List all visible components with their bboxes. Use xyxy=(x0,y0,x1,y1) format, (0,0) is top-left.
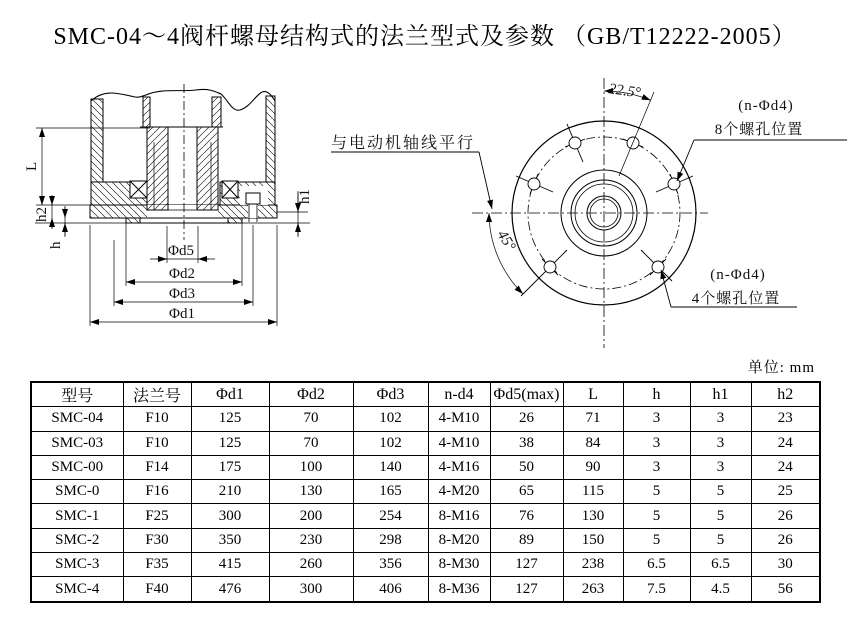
table-cell: 5 xyxy=(623,480,690,504)
axis-leader xyxy=(331,152,492,209)
column-header: n-d4 xyxy=(428,382,490,407)
table-cell: 130 xyxy=(269,480,353,504)
table-cell: 26 xyxy=(490,407,563,431)
table-cell: 50 xyxy=(490,455,563,479)
table-cell: F30 xyxy=(123,528,191,552)
table-cell: 71 xyxy=(563,407,623,431)
table-row xyxy=(31,553,820,577)
table-cell: 25 xyxy=(751,480,820,504)
angle-22-5-label: 22.5° xyxy=(607,81,642,102)
dim-label-d2: Φd2 xyxy=(169,266,195,282)
column-header: h xyxy=(623,382,690,407)
table-cell: 4-M10 xyxy=(428,407,490,431)
table-cell: SMC-0 xyxy=(31,480,123,504)
table-cell: 115 xyxy=(563,480,623,504)
table-cell: 125 xyxy=(191,407,269,431)
table-row xyxy=(31,577,820,602)
table-cell: F14 xyxy=(123,455,191,479)
bolt-icon xyxy=(246,193,260,222)
table-cell: 4-M10 xyxy=(428,431,490,455)
table-cell: 127 xyxy=(490,577,563,602)
column-header: h2 xyxy=(751,382,820,407)
table-cell: 200 xyxy=(269,504,353,528)
table-cell: 406 xyxy=(353,577,428,602)
table-cell: 102 xyxy=(353,407,428,431)
table-cell: F40 xyxy=(123,577,191,602)
table-row xyxy=(31,431,820,455)
table-cell: 175 xyxy=(191,455,269,479)
flange-table-head-row xyxy=(31,382,820,407)
column-header: h1 xyxy=(690,382,751,407)
table-cell: 30 xyxy=(751,553,820,577)
dim-label-d5: Φd5 xyxy=(168,243,194,259)
table-cell: 3 xyxy=(690,455,751,479)
table-cell: 125 xyxy=(191,431,269,455)
unit-label: 单位: mm xyxy=(747,360,815,376)
table-cell: 6.5 xyxy=(623,553,690,577)
table-cell: 6.5 xyxy=(690,553,751,577)
table-cell: 70 xyxy=(269,431,353,455)
table-cell: 3 xyxy=(623,407,690,431)
table-cell: 260 xyxy=(269,553,353,577)
bearing-left-icon xyxy=(130,181,147,198)
table-row xyxy=(31,480,820,504)
table-cell: 90 xyxy=(563,455,623,479)
table-cell: 210 xyxy=(191,480,269,504)
table-row xyxy=(31,504,820,528)
table-cell: 356 xyxy=(353,553,428,577)
column-header: L xyxy=(563,382,623,407)
table-cell: 26 xyxy=(751,528,820,552)
table-cell: 24 xyxy=(751,431,820,455)
table-cell: 4-M20 xyxy=(428,480,490,504)
table-cell: 38 xyxy=(490,431,563,455)
flange-table xyxy=(30,381,821,603)
table-cell: 102 xyxy=(353,431,428,455)
table-cell: SMC-1 xyxy=(31,504,123,528)
table-cell: 300 xyxy=(191,504,269,528)
table-cell: 70 xyxy=(269,407,353,431)
dim-label-d1: Φd1 xyxy=(169,306,195,322)
table-cell: SMC-00 xyxy=(31,455,123,479)
table-cell: 24 xyxy=(751,455,820,479)
table-cell: 8-M30 xyxy=(428,553,490,577)
table-cell: 3 xyxy=(690,407,751,431)
column-header: 型号 xyxy=(31,382,123,407)
column-header: Φd2 xyxy=(269,382,353,407)
table-cell: 4.5 xyxy=(690,577,751,602)
dim-label-d3: Φd3 xyxy=(169,286,195,302)
table-cell: 8-M20 xyxy=(428,528,490,552)
table-cell: F25 xyxy=(123,504,191,528)
technical-drawings xyxy=(0,55,850,355)
dim-label-h1: h1 xyxy=(297,189,313,204)
table-cell: 26 xyxy=(751,504,820,528)
table-cell: SMC-03 xyxy=(31,431,123,455)
table-cell: 56 xyxy=(751,577,820,602)
table-row xyxy=(31,407,820,431)
table-cell: 263 xyxy=(563,577,623,602)
table-cell: F10 xyxy=(123,407,191,431)
holes8-note-line1: (n-Φd4) xyxy=(738,98,794,114)
table-cell: 5 xyxy=(690,480,751,504)
dim-label-h2: h2 xyxy=(34,207,50,222)
table-cell: SMC-04 xyxy=(31,407,123,431)
table-cell: 8-M36 xyxy=(428,577,490,602)
table-cell: 300 xyxy=(269,577,353,602)
table-cell: 238 xyxy=(563,553,623,577)
table-cell: 5 xyxy=(690,504,751,528)
flange-table-body xyxy=(31,407,820,602)
column-header: Φd1 xyxy=(191,382,269,407)
table-cell: F35 xyxy=(123,553,191,577)
table-cell: 230 xyxy=(269,528,353,552)
table-cell: 3 xyxy=(623,455,690,479)
table-row xyxy=(31,455,820,479)
angle-45-label: 45° xyxy=(493,227,519,254)
table-cell: 5 xyxy=(623,528,690,552)
table-cell: SMC-4 xyxy=(31,577,123,602)
table-cell: 84 xyxy=(563,431,623,455)
section-view xyxy=(24,84,313,326)
table-cell: 100 xyxy=(269,455,353,479)
table-cell: 165 xyxy=(353,480,428,504)
table-cell: 130 xyxy=(563,504,623,528)
table-cell: 65 xyxy=(490,480,563,504)
table-cell: 298 xyxy=(353,528,428,552)
column-header: Φd3 xyxy=(353,382,428,407)
table-cell: F10 xyxy=(123,431,191,455)
table-cell: F16 xyxy=(123,480,191,504)
dim-label-L: L xyxy=(24,161,40,171)
dim-label-h: h xyxy=(48,241,64,249)
bolt-holes xyxy=(516,124,693,296)
table-cell: 5 xyxy=(690,528,751,552)
table-cell: 254 xyxy=(353,504,428,528)
table-cell: SMC-2 xyxy=(31,528,123,552)
table-cell: 150 xyxy=(563,528,623,552)
holes4-note-line2: 4个螺孔位置 xyxy=(691,291,781,307)
table-cell: 415 xyxy=(191,553,269,577)
column-header: 法兰号 xyxy=(123,382,191,407)
axis-note: 与电动机轴线平行 xyxy=(331,135,476,152)
table-cell: 3 xyxy=(690,431,751,455)
table-cell: 476 xyxy=(191,577,269,602)
holes8-note-line2: 8个螺孔位置 xyxy=(714,122,804,138)
table-cell: 140 xyxy=(353,455,428,479)
table-cell: 23 xyxy=(751,407,820,431)
table-cell: 3 xyxy=(623,431,690,455)
table-cell: 4-M16 xyxy=(428,455,490,479)
table-cell: 350 xyxy=(191,528,269,552)
table-cell: 7.5 xyxy=(623,577,690,602)
column-header: Φd5(max) xyxy=(490,382,563,407)
table-cell: 8-M16 xyxy=(428,504,490,528)
table-row xyxy=(31,528,820,552)
table-cell: 5 xyxy=(623,504,690,528)
table-cell: 76 xyxy=(490,504,563,528)
front-view xyxy=(331,78,847,348)
holes8-leader xyxy=(677,140,847,181)
page-title: SMC-04～4阀杆螺母结构式的法兰型式及参数 （GB/T12222-2005） xyxy=(53,24,797,50)
bearing-right-icon xyxy=(222,181,238,198)
table-cell: 127 xyxy=(490,553,563,577)
table-cell: 89 xyxy=(490,528,563,552)
holes4-note-line1: (n-Φd4) xyxy=(710,267,766,283)
table-cell: SMC-3 xyxy=(31,553,123,577)
